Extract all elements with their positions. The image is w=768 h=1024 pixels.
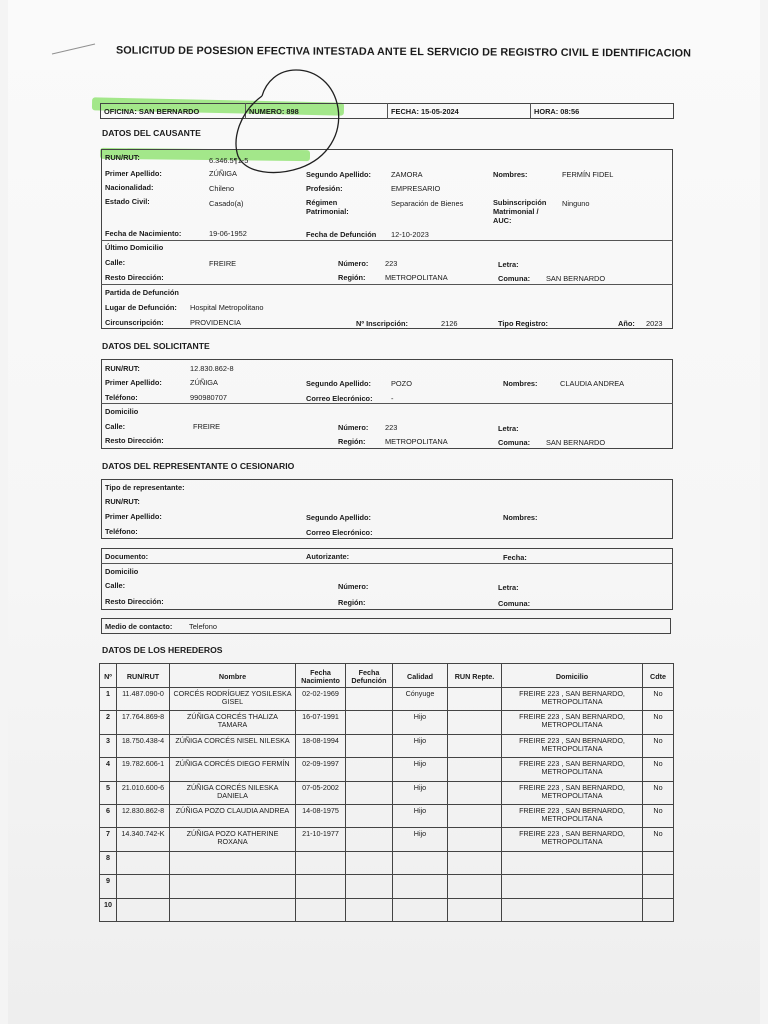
cell-nac: 14-08-1975 [296,804,346,827]
causante-estado-civil: Casado(a) [209,199,244,208]
causante-fecha-defuncion: 12-10-2023 [391,230,429,239]
representante-section-title: DATOS DEL REPRESENTANTE O CESIONARIO [102,461,295,471]
solicitante-section-title: DATOS DEL SOLICITANTE [102,341,210,351]
col-header: RUN Repte. [448,664,502,688]
cell-n: 8 [100,851,117,874]
causante-comuna: SAN BERNARDO [546,274,606,283]
cell-run: 21.010.600-6 [117,781,170,804]
col-header: Fecha Defunción [346,664,393,688]
cell-run: 14.340.742-K [117,828,170,851]
causante-subinscripcion: Ninguno [562,199,590,208]
document-title: SOLICITUD DE POSESION EFECTIVA INTESTADA ANTE EL SERVICIO DE REGISTRO CIVIL E IDENTIFICACION [115,44,692,60]
cell-cdte: No [643,804,674,827]
solicitante-correo: - [391,394,394,403]
cell-domicilio: FREIRE 223 , SAN BERNARDO, METROPOLITANA [502,758,643,781]
cell-nac: 18-08-1994 [296,734,346,757]
cell-cdte: No [643,758,674,781]
cell-n: 5 [100,781,117,804]
causante-nombres: FERMÍN FIDEL [562,170,614,179]
cell-nombre: CORCÉS RODRÍGUEZ YOSILESKA GISEL [170,688,296,711]
cell-run: 12.830.862-8 [117,804,170,827]
cell-n: 2 [100,711,117,734]
cell-n: 10 [100,898,117,921]
solicitante-comuna: SAN BERNARDO [546,438,606,447]
cell-domicilio: FREIRE 223 , SAN BERNARDO, METROPOLITANA [502,804,643,827]
cell-calidad: Hijo [393,828,448,851]
solicitante-telefono: 990980707 [190,393,227,402]
cell-cdte: No [643,734,674,757]
cell-run: 18.750.438-4 [117,734,170,757]
col-header: Cdte [643,664,674,688]
oficina-field: OFICINA: SAN BERNARDO [104,107,200,116]
causante-regimen: Separación de Bienes [391,199,464,208]
causante-fecha-nacimiento: 19-06-1952 [209,229,247,238]
cell-nac: 21-10-1977 [296,828,346,851]
cell-nac: 02-09-1997 [296,758,346,781]
cell-domicilio: FREIRE 223 , SAN BERNARDO, METROPOLITANA [502,781,643,804]
solicitante-run: 12.830.862-8 [190,364,234,373]
causante-profesion: EMPRESARIO [391,184,441,193]
cell-run: 19.782.606-1 [117,758,170,781]
cell-domicilio: FREIRE 223 , SAN BERNARDO, METROPOLITANA [502,734,643,757]
cell-run: 17.764.869-8 [117,711,170,734]
cell-calidad: Hijo [393,758,448,781]
pen-circle [236,70,339,172]
cell-calidad: Cónyuge [393,688,448,711]
causante-region: METROPOLITANA [385,273,448,282]
hora-field: HORA: 08:56 [534,107,580,116]
cell-run: 11.487.090-0 [117,688,170,711]
causante-lugar-defuncion: Hospital Metropolitano [190,303,264,312]
herederos-section-title: DATOS DE LOS HEREDEROS [102,645,223,655]
solicitante-segundo-apellido: POZO [391,379,412,388]
cell-domicilio: FREIRE 223 , SAN BERNARDO, METROPOLITANA [502,711,643,734]
causante-anio: 2023 [646,319,663,328]
col-header: Nº [100,664,117,688]
pen-stroke [52,44,95,54]
col-header: RUN/RUT [117,664,170,688]
cell-n: 4 [100,758,117,781]
solicitante-nombres: CLAUDIA ANDREA [560,379,625,388]
numero-field: NUMERO: 898 [249,107,299,116]
solicitante-primer-apellido: ZÚÑIGA [190,378,218,387]
causante-circunscripcion: PROVIDENCIA [190,318,241,327]
cell-domicilio: FREIRE 223 , SAN BERNARDO, METROPOLITANA [502,688,643,711]
solicitante-numero: 223 [385,423,398,432]
cell-nac: 16-07-1991 [296,711,346,734]
cell-n: 7 [100,828,117,851]
cell-cdte: No [643,688,674,711]
fecha-field: FECHA: 15-05-2024 [391,107,459,116]
contacto-value: Telefono [189,622,217,631]
cell-cdte: No [643,781,674,804]
cell-nombre: ZÚÑIGA POZO KATHERINE ROXANA [170,828,296,851]
causante-calle: FREIRE [209,259,237,268]
cell-nombre: ZÚÑIGA CORCÉS NILESKA DANIELA [170,781,296,804]
cell-nombre: ZÚÑIGA POZO CLAUDIA ANDREA [170,804,296,827]
causante-nacionalidad: Chileno [209,184,235,193]
causante-n-inscripcion: 2126 [441,319,458,328]
cell-nac: 02-02-1969 [296,688,346,711]
cell-nombre: ZÚÑIGA CORCÉS THALIZA TAMARA [170,711,296,734]
causante-run: 6.346.5¶1-5 [209,156,249,165]
solicitante-calle: FREIRE [193,422,221,431]
col-header: Domicilio [502,664,643,688]
col-header: Fecha Nacimiento [296,664,346,688]
cell-domicilio: FREIRE 223 , SAN BERNARDO, METROPOLITANA [502,828,643,851]
cell-nac: 07-05-2002 [296,781,346,804]
cell-n: 9 [100,875,117,898]
cell-n: 1 [100,688,117,711]
cell-calidad: Hijo [393,711,448,734]
solicitante-region: METROPOLITANA [385,437,448,446]
causante-segundo-apellido: ZAMORA [391,170,423,179]
cell-cdte: No [643,711,674,734]
cell-n: 6 [100,804,117,827]
col-header: Nombre [170,664,296,688]
cell-cdte: No [643,828,674,851]
causante-numero: 223 [385,259,398,268]
cell-nombre: ZÚÑIGA CORCÉS DIEGO FERMÍN [170,758,296,781]
cell-calidad: Hijo [393,781,448,804]
causante-primer-apellido: ZÚÑIGA [209,169,237,178]
cell-calidad: Hijo [393,734,448,757]
cell-n: 3 [100,734,117,757]
cell-nombre: ZÚÑIGA CORCÉS NISEL NILESKA [170,734,296,757]
cell-calidad: Hijo [393,804,448,827]
causante-section-title: DATOS DEL CAUSANTE [102,128,201,138]
col-header: Calidad [393,664,448,688]
